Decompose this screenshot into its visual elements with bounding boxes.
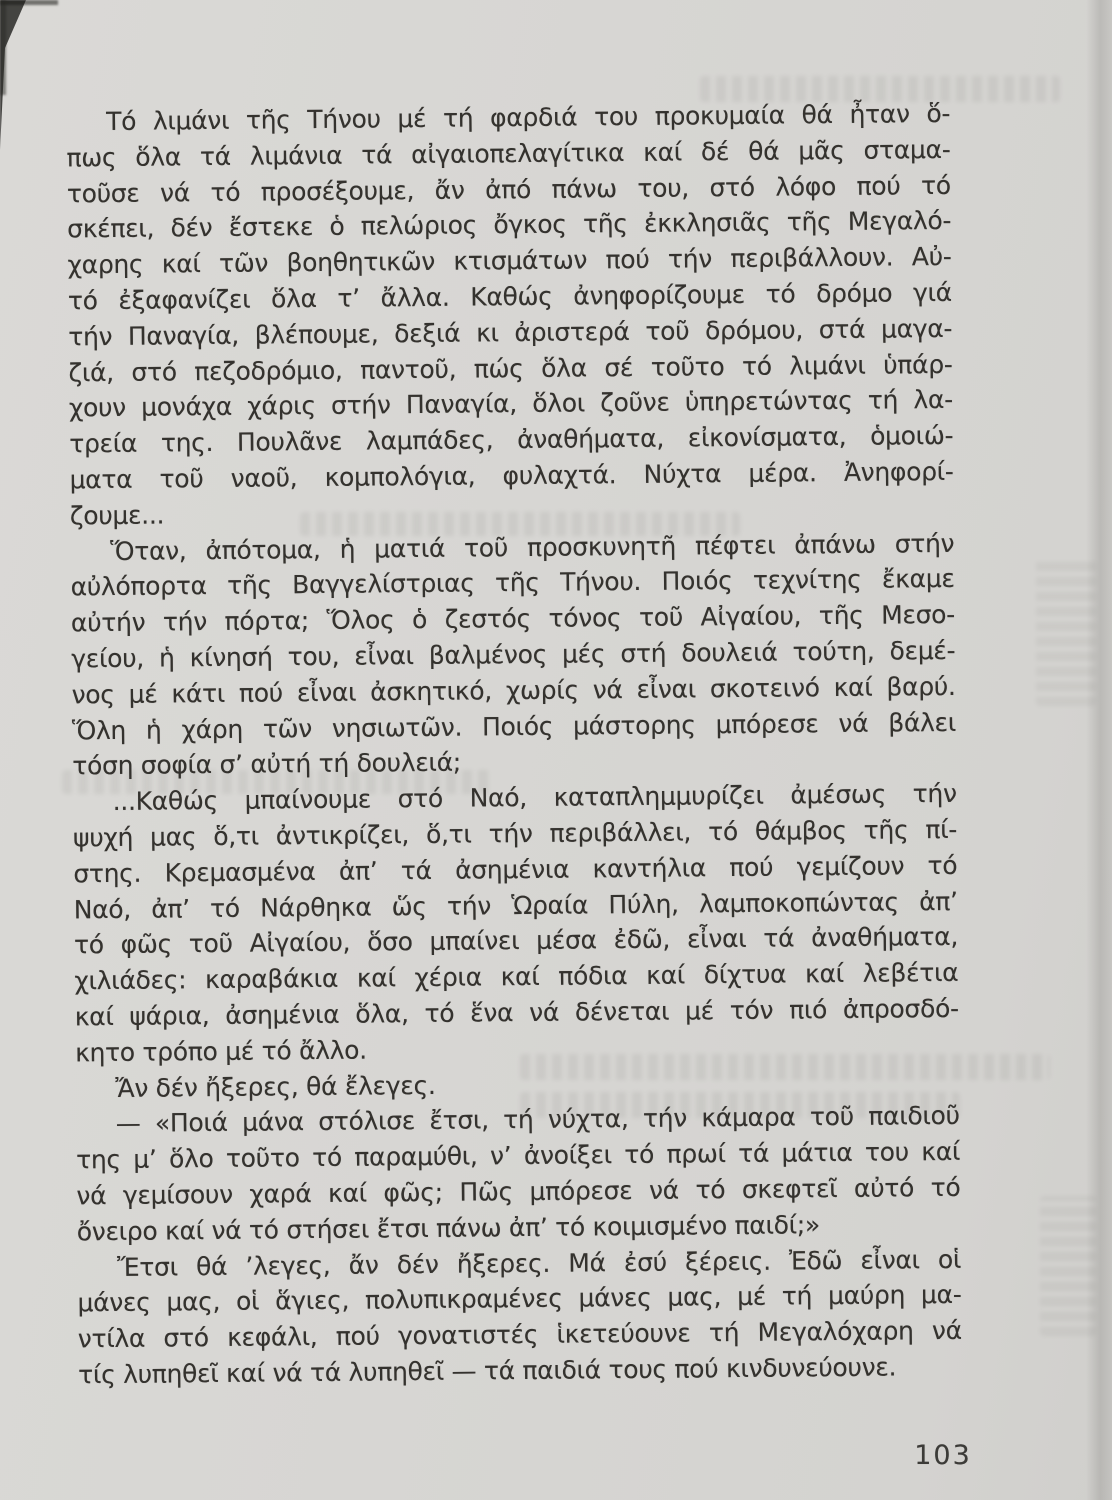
scan-edge-artifact <box>0 0 6 95</box>
text-line: ζιά, στό πεζοδρόμιο, παντοῦ, πώς ὅλα σέ τοῦτο τό λιμάνι ὑπάρ- <box>68 349 953 387</box>
text-line: νά γεμίσουν χαρά καί φῶς; Πῶς μπόρεσε νά τό σκεφτεῖ αὐτό τό <box>76 1172 961 1211</box>
text-line: — «Ποιά μάνα στόλισε ἔτσι, τή νύχτα, τήν κάμαρα τοῦ παιδιοῦ <box>115 1101 960 1139</box>
text-line: της μ’ ὅλο τοῦτο τό παραμύθι, ν’ ἀνοίξει τό πρωί τά μάτια του καί <box>75 1136 961 1175</box>
text-line: Ναό, ἀπ’ τό Νάρθηκα ὥς τήν Ὡραία Πύλη, λαμποκοπώντας ἀπ’ <box>73 886 958 924</box>
text-line: ματα τοῦ ναοῦ, κομπολόγια, φυλαχτά. Νύχτα μέρα. Ἀνηφορί- <box>69 456 954 495</box>
page-number: 103 <box>914 1440 972 1471</box>
text-line: τίς λυπηθεῖ καί νά τά λυπηθεῖ — τά παιδιά τους πού κινδυνεύουνε. <box>78 1352 897 1390</box>
text-line: Ὅλη ἡ χάρη τῶν νησιωτῶν. Ποιός μάστορης μπόρεσε νά βάλει <box>71 707 957 745</box>
text-line: Ἔτσι θά ’λεγες, ἄν δέν ἤξερες. Μά ἐσύ ξέρεις. Ἐδῶ εἶναι οἱ <box>117 1244 962 1282</box>
text-line: τό ἐξαφανίζει ὅλα τ’ ἄλλα. Καθώς ἀνηφορίζουμε τό δρόμο γιά <box>67 277 952 316</box>
text-line: στης. Κρεμασμένα ἀπ’ τά ἀσημένια καντήλια πού γεμίζουν τό <box>73 850 958 889</box>
text-line: Ὅταν, ἀπότομα, ἡ ματιά τοῦ προσκυνητῆ πέφτει ἀπάνω στήν <box>110 528 955 566</box>
text-line: νος μέ κάτι πού εἶναι ἀσκητικό, χωρίς νά εἶναι σκοτεινό καί βαρύ. <box>71 671 956 710</box>
text-line: χιλιάδες: καραβάκια καί χέρια καί πόδια καί δίχτυα καί λεβέτια <box>74 957 959 996</box>
text-line: Ἄν δέν ἤξερες, θά ἔλεγες. <box>115 1070 436 1103</box>
text-line: αὐτήν τήν πόρτα; Ὅλος ὁ ζεστός τόνος τοῦ Αἰγαίου, τῆς Μεσο- <box>70 600 956 638</box>
text-line: ντίλα στό κεφάλι, πού γονατιστές ἱκετεύουνε τή Μεγαλόχαρη νά <box>77 1315 962 1354</box>
page-text <box>66 96 962 1393</box>
text-line: τρεία της. Πουλᾶνε λαμπάδες, ἀναθήματα, εἰκονίσματα, ὁμοιώ- <box>69 421 954 459</box>
text-line: κητο τρόπο μέ τό ἄλλο. <box>74 1035 367 1068</box>
text-line: τό φῶς τοῦ Αἰγαίου, ὅσο μπαίνει μέσα ἐδῶ, εἶναι τά ἀναθήματα, <box>73 922 959 960</box>
text-line: αὐλόπορτα τῆς Βαγγελίστριας τῆς Τήνου. Ποιός τεχνίτης ἔκαμε <box>70 564 955 602</box>
text-line: γείου, ἡ κίνησή του, εἶναι βαλμένος μές στή δουλειά τούτη, δεμέ- <box>71 635 956 674</box>
text-line: σκέπει, δέν ἔστεκε ὁ πελώριος ὄγκος τῆς ἐκκλησιᾶς τῆς Μεγαλό- <box>67 206 952 244</box>
text-line: ψυχή μας ὅ,τι ἀντικρίζει, ὅ,τι τήν περιβάλλει, τό θάμβος τῆς πί- <box>72 814 958 853</box>
text-line: τοῦσε νά τό προσέξουμε, ἄν ἀπό πάνω του, στό λόφο πού τό <box>66 170 951 208</box>
text-line: τόση σοφία σ’ αὐτή τή δουλειά; <box>72 747 462 781</box>
scan-edge-artifact <box>0 0 58 5</box>
text-line: τήν Παναγία, βλέπουμε, δεξιά κι ἀριστερά τοῦ δρόμου, στά μαγα- <box>68 313 953 352</box>
text-line: ζουμε... <box>69 500 165 531</box>
text-line: μάνες μας, οἱ ἅγιες, πολυπικραμένες μάνες μας, μέ τή μαύρη μα- <box>77 1280 962 1318</box>
text-line: καί ψάρια, ἀσημένια ὅλα, τό ἕνα νά δένεται μέ τόν πιό ἀπροσδό- <box>74 993 959 1032</box>
text-line: χαρης καί τῶν βοηθητικῶν κτισμάτων πού τήν περιβάλλουν. Αὐ- <box>67 242 952 280</box>
text-line: Τό λιμάνι τῆς Τήνου μέ τή φαρδιά του προκυμαία θά ἦταν ὅ- <box>106 98 951 136</box>
text-line: ὄνειρο καί νά τό στήσει ἔτσι πάνω ἀπ’ τό κοιμισμένο παιδί;» <box>76 1209 821 1247</box>
page-edge-shadow <box>1086 0 1112 1500</box>
text-line: χουν μονάχα χάρις στήν Παναγία, ὅλοι ζοῦνε ὑπηρετώντας τή λα- <box>68 385 954 423</box>
text-line: πως ὅλα τά λιμάνια τά αἰγαιοπελαγίτικα καί δέ θά μᾶς σταμα- <box>66 134 951 173</box>
text-line: ...Καθώς μπαίνουμε στό Ναό, καταπλημμυρίζει ἀμέσως τήν <box>112 779 957 817</box>
